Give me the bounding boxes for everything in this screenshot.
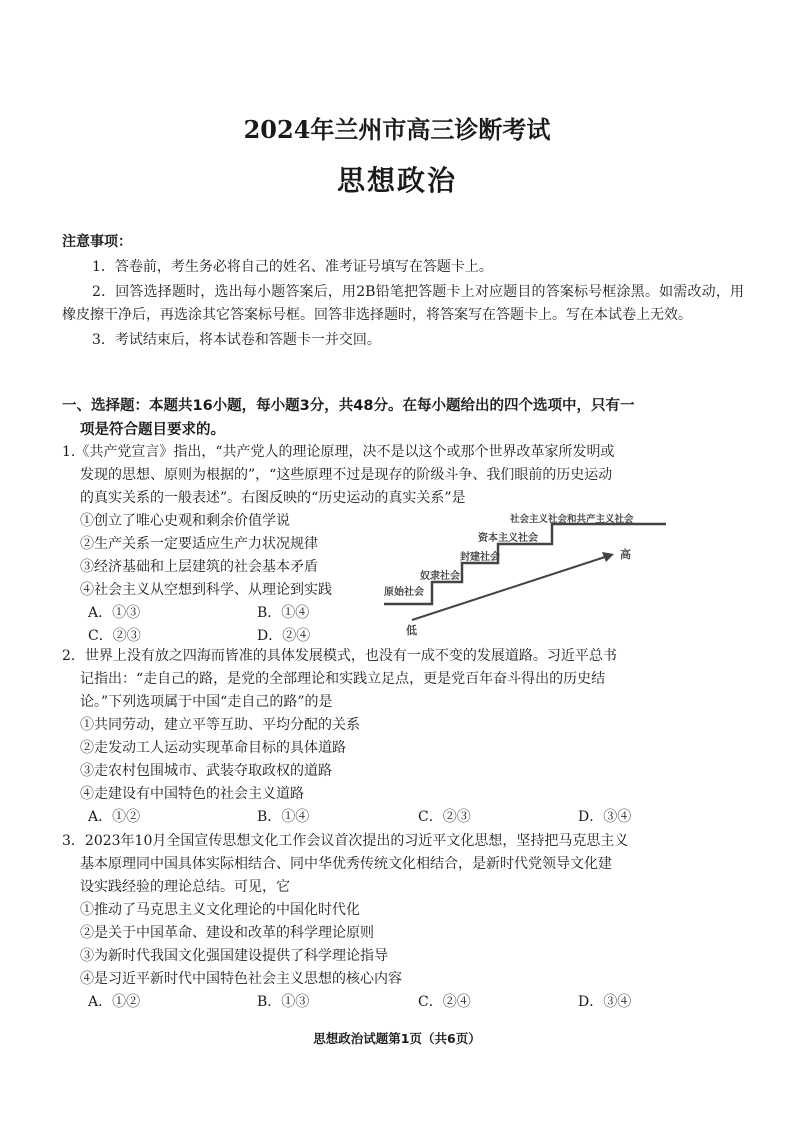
subject-title: 思想政治: [336, 164, 457, 197]
notice-item: 3．考试结束后，将本试卷和答题卡一并交回。: [92, 332, 381, 348]
option-d: D．③④: [578, 809, 632, 825]
high-label: 高: [620, 548, 631, 561]
development-arrow: [412, 556, 608, 620]
question-stem-line: 3．2023年10月全国宣传思想文化工作会议首次提出的习近平文化思想，坚持把马克思主义: [62, 833, 629, 849]
notice-block: [62, 231, 744, 354]
section-heading-line2: 项是符合题目要求的。: [80, 422, 225, 438]
options-row: [62, 991, 744, 1014]
statement-1: ①创立了唯心史观和剩余价值学说: [80, 513, 290, 529]
low-label: 低: [406, 624, 417, 637]
section-heading-line1: 一、选择题：本题共16小题，每小题3分，共48分。在每小题给出的四个选项中，只有一: [62, 398, 635, 414]
statement-4: ④社会主义从空想到科学、从理论到实践: [80, 582, 332, 598]
statement-1: ①共同劳动，建立平等互助、平均分配的关系: [80, 717, 360, 733]
question-stem-line: 1.《共产党宣言》指出，“共产党人的理论原理，决不是以这个或那个世界改革家所发明或: [62, 444, 615, 460]
question-stem-line: 设实践经验的理论总结。可见，它: [80, 879, 290, 895]
option-c: C．②③: [88, 628, 141, 644]
exam-title: 2024年兰州市高三诊断考试: [243, 115, 551, 144]
question-stem-line: 的真实关系的一般表述”。右图反映的“历史运动的真实关系”是: [80, 490, 466, 506]
notice-item: 1．答卷前，考生务必将自己的姓名、准考证号填写在答题卡上。: [92, 259, 493, 275]
question-stem-line: 发现的思想、原则为根据的”，“这些原理不过是现存的阶级斗争、我们眼前的历史运动: [80, 467, 613, 483]
step-label: 原始社会: [384, 587, 424, 598]
statement-3: ③走农村包围城市、武装夺取政权的道路: [80, 763, 332, 779]
option-a: A．①②: [88, 994, 141, 1010]
question-2: [62, 645, 744, 829]
statement-3: ③为新时代我国文化强国建设提供了科学理论指导: [80, 948, 388, 964]
statement-4: ④是习近平新时代中国特色社会主义思想的核心内容: [80, 971, 402, 987]
notice-item: 2．回答选择题时，选出每小题答案后，用2B铅笔把答题卡上对应题目的答案标号框涂黑。如需改动，用橡皮擦干净后，再选涂其它答案标号框。回答非选择题时，将答案写在答题卡上。写在本试卷上无效。: [62, 284, 744, 323]
question-3: [62, 830, 744, 1014]
option-b: B．①④: [257, 809, 310, 825]
option-d: D．③④: [578, 994, 632, 1010]
step-label: 资本主义社会: [478, 533, 538, 544]
section-heading: [62, 394, 744, 442]
question-stem-line: 论。”下列选项属于中国“走自己的路”的是: [80, 694, 333, 710]
option-a: A．①②: [88, 809, 141, 825]
page-footer: 思想政治试题第1页（共6页）: [313, 1031, 481, 1046]
option-b: B．①④: [257, 605, 310, 621]
options-row: [62, 806, 744, 829]
statement-2: ②走发动工人运动实现革命目标的具体道路: [80, 740, 346, 756]
statement-1: ①推动了马克思主义文化理论的中国化时代化: [80, 902, 360, 918]
question-stem-line: 2．世界上没有放之四海而皆准的具体发展模式，也没有一成不变的发展道路。习近平总书: [62, 648, 617, 664]
question-stem-line: 记指出：“走自己的路，是党的全部理论和实践立足点，更是党百年奋斗得出的历史结: [80, 671, 606, 687]
option-d: D．②④: [257, 628, 311, 644]
question-stem-line: 基本原理同中国具体实际相结合、同中华优秀传统文化相结合，是新时代党领导文化建: [80, 856, 612, 872]
option-a: A．①③: [88, 605, 141, 621]
step-label: 封建社会: [460, 552, 500, 563]
social-development-figure: [380, 512, 680, 637]
option-c: C．②③: [418, 809, 471, 825]
statement-2: ②生产关系一定要适应生产力状况规律: [80, 536, 318, 552]
statement-2: ②是关于中国革命、建设和改革的科学理论原则: [80, 925, 374, 941]
step-label: 社会主义社会和共产主义社会: [510, 514, 634, 525]
statement-3: ③经济基础和上层建筑的社会基本矛盾: [80, 559, 318, 575]
step-label: 奴隶社会: [420, 571, 460, 582]
option-c: C．②④: [418, 994, 471, 1010]
notice-heading: 注意事项：: [62, 234, 132, 250]
statement-4: ④走建设有中国特色的社会主义道路: [80, 786, 304, 802]
option-b: B．①③: [257, 994, 310, 1010]
